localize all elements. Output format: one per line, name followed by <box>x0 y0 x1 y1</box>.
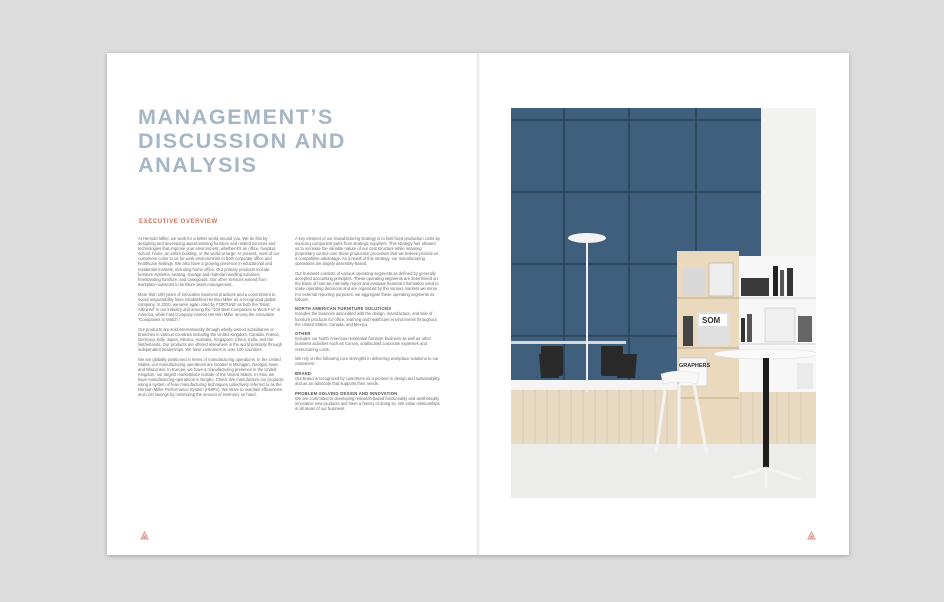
folio-logo-icon <box>140 531 149 540</box>
subheading: OTHER <box>295 331 311 337</box>
page-title <box>138 105 438 177</box>
title-line-1: MANAGEMENT’S <box>138 105 334 129</box>
title-line-3: ANALYSIS <box>138 153 258 177</box>
paragraph: Our brand is recognized by customers as a pioneer in design and sustainability, and as an advocate that supports their needs. <box>295 376 441 387</box>
office-photo <box>511 108 816 498</box>
title-line-2: DISCUSSION AND <box>138 129 346 153</box>
white-stool <box>661 371 699 384</box>
lamp-shade <box>568 233 606 243</box>
paragraph: We rely on the following core strengths in delivering workplace solutions to our customers: <box>295 356 439 367</box>
subheading: BRAND <box>295 371 312 377</box>
paragraph: Includes the business associated with the design, manufacture, and sale of furniture products for office, learning and healthcare environments throughout the United States, Canada, and Mexico. <box>295 311 437 327</box>
subheading: NORTH AMERICAN FURNITURE SOLUTIONS <box>295 306 392 312</box>
magazine-spread <box>107 53 849 555</box>
body-column-2 <box>295 236 441 416</box>
section-heading: EXECUTIVE OVERVIEW <box>139 219 218 225</box>
paragraph: A key element of our manufacturing strategy is to limit fixed production costs by sourcing component parts from strategic suppliers. This strategy has allowed us to increase the variable nature of our cost structure while retaining proprietary control over those production processes that we believe provide us a competitive advantage. As a result of this strategy, our manufacturing operations are largely assembly-based. <box>295 236 440 267</box>
office-photo-illustration <box>511 108 816 498</box>
left-page <box>107 53 478 555</box>
shelf-book-label: GRAPHERS <box>679 363 711 369</box>
body-column-1 <box>138 236 284 402</box>
paragraph: We are globally positioned in terms of manufacturing operations. In the United States, our manufacturing operations are located in Michigan, Georgia, Iowa and Wisconsin. In Europe, we have a manufacturing presence in the United Kingdom, our largest marketplace outside of the United States. In Asia, we have manufacturing operations in Ningbo, China. We manufacture our products using a system of lean manufacturing techniques collectively referred to as the Herman Miller Performance System (HMPS). We strive to maintain efficiencies and cost savings by minimizing the amount of inventory on hand. <box>138 356 284 398</box>
paragraph: Our products are sold internationally through wholly-owned subsidiaries or branches in various countries including the United Kingdom, Canada, France, Germany, Italy, Japan, Mexico, Australia, Singapore, China, India, and the Netherlands. Our products are offered elsewhere in the world primarily through independent dealerships. We have customers in over 100 countries. <box>138 326 282 353</box>
paragraph: Includes our North American residential furniture business as well as other business activities such as Convia, unallocated corporate expenses and restructuring costs. <box>295 336 432 352</box>
round-table <box>714 349 816 359</box>
shelf-book-label: SOM <box>702 316 721 325</box>
folio-logo-icon <box>807 531 816 540</box>
paragraph: More than 100 years of innovative business practices and a commitment to social responsibility have established Herman Miller as a recognized global company. In 2010, we were again cited by FORTUNE as both the “Most Admired” in our industry and among the “100 Best Companies to Work For” in America, while Fast Company named Herman Miller among the innovative “Companies to Watch.” <box>138 291 281 322</box>
subheading: PROBLEM-SOLVING DESIGN AND INNOVATION <box>295 390 398 396</box>
paragraph: Our business consists of various operating segments as defined by generally accepted accounting principles. These operating segments are determined on the basis of how we internally report and evaluate financial information used to make operating decisions and are organized by the various markets we serve. For external reporting purposes, we aggregate these operating segments as follows: <box>295 271 439 302</box>
paragraph: At Herman Miller, we work for a better world around you. We do this by designing and developing award-winning furniture and related services and technologies that improve your environment, whether it’s an office, hospital, school, home, an entire building, or the world at large. At present, most of our customers come to us for work environments in both corporate office and healthcare settings. We also have a growing presence in educational and residential markets, including home office. Our primary products include furniture systems, seating, storage and material handling solutions, freestanding furniture, and casegoods. Our other services extend from workplace solutions to furniture asset management. <box>138 236 280 287</box>
paragraph: We are committed to developing research-based functionality and aesthetically innovative new products and have a history of doing so. We value relationships in all areas of our business. <box>295 396 440 412</box>
